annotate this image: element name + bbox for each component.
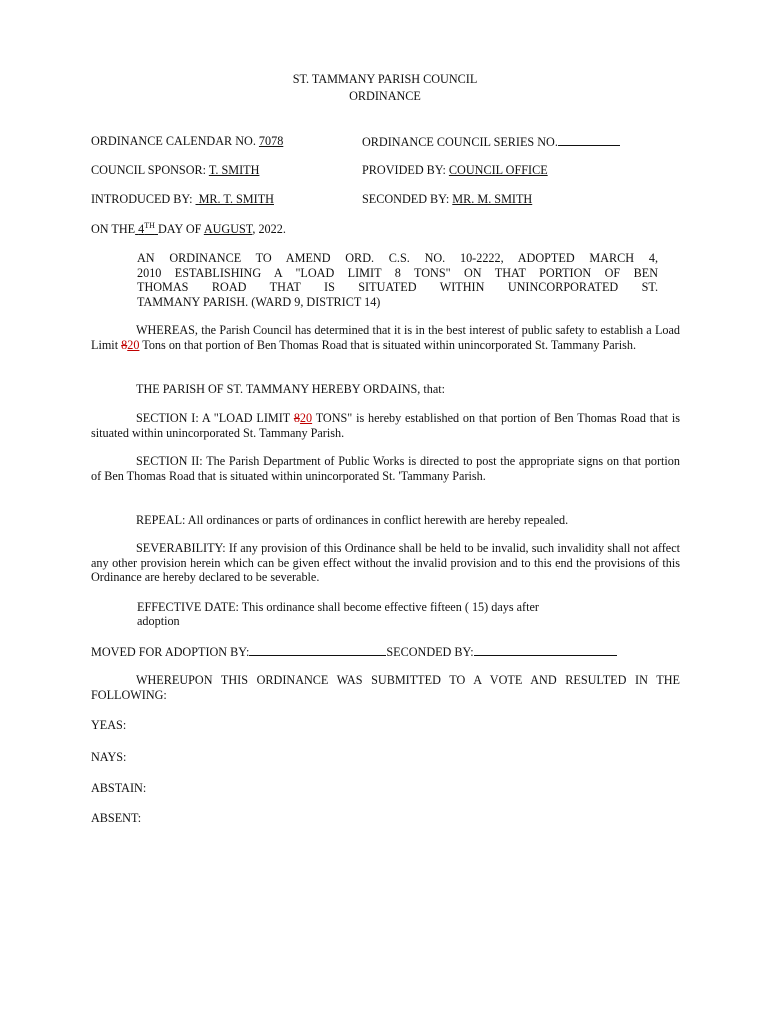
document-type: ORDINANCE [349,89,421,103]
title-line: AN ORDINANCE TO AMEND ORD. C.S. NO. 10-2222, ADOPTED MARCH 4, [137,251,658,265]
council-series-field [362,134,620,150]
moved-by-blank [249,644,386,656]
nays-label: NAYS: [91,750,127,764]
introduced-label: INTRODUCED BY: [91,192,193,206]
series-number-blank [558,134,620,146]
section-2: SECTION II: The Parish Department of Public Works is directed to post the appropriate signs on that portion of Ben Thomas Road that is situated within unincorporated St. 'Tammany Parish. [91,454,680,483]
date-mid: DAY OF [157,222,202,236]
date-line [91,222,286,237]
introduced-by-field [91,192,274,207]
inserted-text: 20 [127,337,140,352]
introduced-by: MR. T. SMITH [198,192,274,206]
seconded-label: SECONDED BY: [362,192,450,206]
severability-clause: SEVERABILITY: If any provision of this Ordinance shall be held to be invalid, such invalidity shall not affect any other provision herein which can be given effect without the invalid provision and to this end the provisions of this Ordinance are hereby declared to be severable. [91,541,680,585]
provided-label: PROVIDED BY: [362,163,446,177]
calendar-number-field [91,134,283,149]
date-year: , 2022. [252,222,286,236]
absent-label: ABSENT: [91,811,142,825]
moved-label: MOVED FOR ADOPTION BY: [91,645,250,659]
effective-date-line-2: adoption [137,614,180,628]
inserted-text: 20 [299,411,313,425]
repeal-clause: REPEAL: All ordinances or parts of ordinances in conflict herewith are hereby repealed. [136,513,569,527]
ordinance-title [137,251,658,309]
sponsor-name: T. SMITH [208,163,260,177]
council-name: ST. TAMMANY PARISH COUNCIL [292,72,478,86]
seconded-by-field [362,192,532,207]
sponsor-field [91,163,259,178]
date-month: AUGUST [203,222,253,236]
ordains-statement: THE PARISH OF ST. TAMMANY HEREBY ORDAINS, that: [136,382,446,396]
motion-seconded-label: SECONDED BY: [386,645,474,659]
vote-intro: WHEREUPON THIS ORDINANCE WAS SUBMITTED TO A VOTE AND RESULTED IN THE FOLLOWING: [91,673,680,702]
effective-date-line-1: EFFECTIVE DATE: This ordinance shall become effective fifteen ( 15) days after [137,600,539,614]
title-line: TAMMANY PARISH. (WARD 9, DISTRICT 14) [137,294,381,309]
motion-seconded-blank [474,644,617,656]
struck-text: 8 [293,411,300,425]
calendar-label: ORDINANCE CALENDAR NO. [91,134,256,148]
provided-by: COUNCIL OFFICE [448,163,548,177]
section-1: SECTION I: A "LOAD LIMIT 820 TONS" is hereby established on that portion of Ben Thomas Road that is situated within unincorporated St. Tammany Parish. [91,411,680,440]
title-line: 2010 ESTABLISHING A "LOAD LIMIT 8 TONS" ON THAT PORTION OF BEN [137,265,658,280]
whereas-paragraph: WHEREAS, the Parish Council has determined that it is in the best interest of public safety to establish a Load Limit 820 Tons on that portion of Ben Thomas Road that is situated within unincorporated St. Tammany Parish. [91,323,680,352]
title-line: THOMAS ROAD THAT IS SITUATED WITHIN UNINCORPORATED ST. [137,280,658,295]
abstain-label: ABSTAIN: [91,781,147,795]
sponsor-label: COUNCIL SPONSOR: [91,163,207,177]
seconded-by: MR. M. SMITH [452,192,533,206]
date-prefix: ON THE [91,222,136,236]
calendar-number: 7078 [258,134,284,148]
provided-by-field [362,163,548,178]
struck-text: 8 [121,337,128,352]
date-day: 4TH [138,221,155,236]
motion-line [91,644,617,660]
yeas-label: YEAS: [91,718,127,732]
series-label: ORDINANCE COUNCIL SERIES NO. [362,135,558,149]
